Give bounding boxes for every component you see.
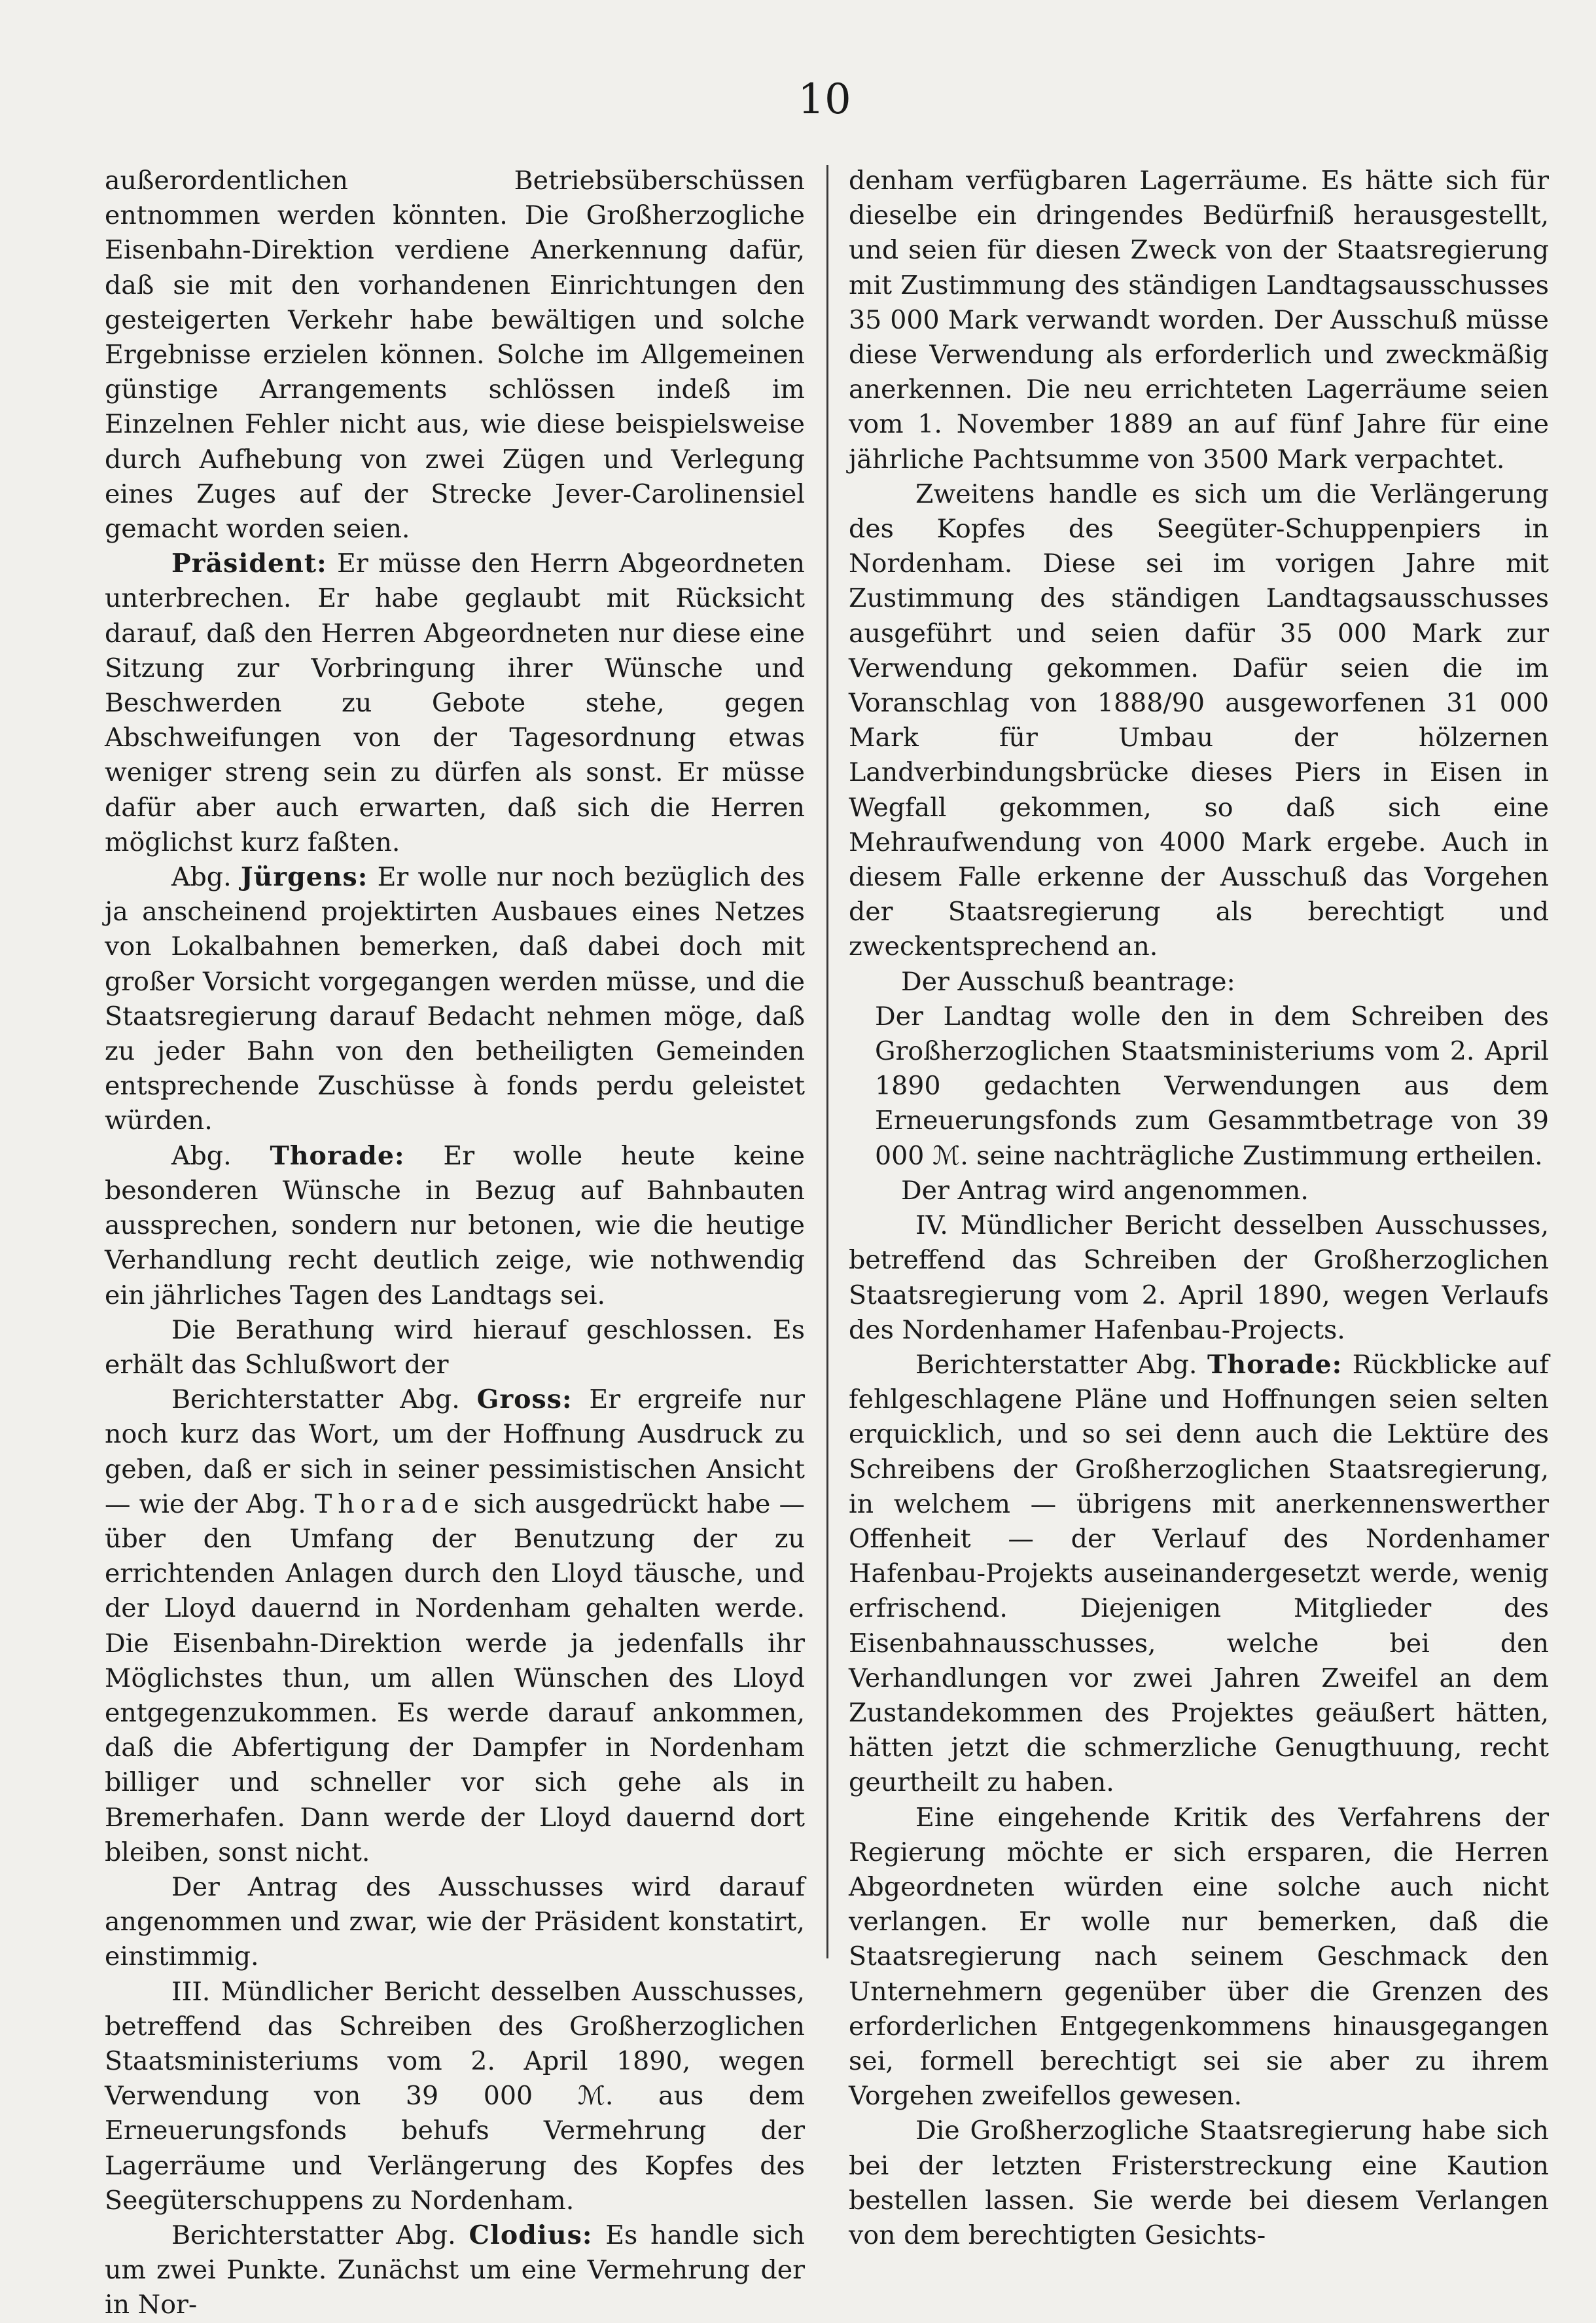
paragraph: außerordentlichen Betriebsüberschüssen entnommen werden könnten. Die Großherzogliche Eisenbahn-Direktion verdiene Anerkennung dafür, daß sie mit den vorhandenen Einrichtungen den gesteigerten Verkehr habe bewältigen und solche Ergebnisse erzielen können. Solche im Allgemeinen günstige Arrangements schlössen indeß im Einzelnen Fehler nicht aus, wie diese beispielsweise durch Aufhebung von zwei Zügen und Verlegung eines Zuges auf der Strecke Jever-Carolinensiel gemacht worden seien. (105, 166, 805, 545)
speaker-prefix: Abg. (171, 862, 241, 893)
paragraph (105, 2218, 805, 2323)
speaker-name: Clodius: (469, 2220, 593, 2250)
paragraph: Der Antrag wird angenommen. (901, 1175, 1309, 1206)
paragraph: Der Antrag des Ausschusses wird darauf angenommen und zwar, wie der Präsident konstatirt, einstimmig. (105, 1871, 805, 1972)
paragraph: denham verfügbaren Lagerräume. Es hätte sich für dieselbe ein dringendes Bedürfniß herausgestellt, und seien für diesen Zweck von der Staatsregierung mit Zustimmung des ständigen Landtagsausschusses 35 000 Mark verwandt worden. Der Ausschuß müsse diese Verwendung als erforderlich und zweckmäßig anerkennen. Die neu errichteten Lagerräume seien vom 1. November 1889 an auf fünf Jahre für eine jährliche Pachtsumme von 3500 Mark verpachtet. (849, 166, 1549, 475)
paragraph: Die Großherzogliche Staatsregierung habe sich bei der letzten Fristerstreckung eine Kaution bestellen lassen. Sie werde bei diesem Verlangen von dem berechtigten Gesichts- (849, 2116, 1549, 2250)
paragraph-text: Er wolle nur noch bezüglich des ja anscheinend projektirten Ausbaues eines Netzes von Lokalbahnen bemerken, daß dabei doch mit großer Vorsicht vorgegangen werden müsse, und die Staatsregierung darauf Bedacht nehmen möge, daß zu jeder Bahn von den betheiligten Gemeinden entsprechende Zuschüsse à fonds perdu geleistet würden. (105, 862, 805, 1136)
speaker-name: Jürgens: (240, 862, 368, 893)
motion-text: Der Landtag wolle den in dem Schreiben des Großherzoglichen Staatsministeriums vom 2. April 1890 gedachten Verwendungen aus dem Erneuerungsfonds zum Gesammtbetrage von 39 000 ℳ. seine nachträgliche Zustimmung ertheilen. (875, 1001, 1549, 1171)
section-heading: III. Mündlicher Bericht desselben Ausschusses, betreffend das Schreiben des Großherzoglichen Staatsministeriums vom 2. April 1890, wegen Verwendung von 39 000 ℳ. aus dem Erneuerungsfonds behufs Vermehrung der Lagerräume und Verlängerung des Kopfes des Seegüterschuppens zu Nordenham. (105, 1976, 805, 2216)
paragraph-text: Es handle sich um zwei Punkte. Zunächst um eine Vermehrung der in Nor- (105, 2220, 805, 2320)
paragraph: Eine eingehende Kritik des Verfahrens der Regierung möchte er sich ersparen, die Herren Abgeordneten würden eine solche auch nicht verlangen. Er wolle nur bemerken, daß die Staatsregierung nach seinem Geschmack den Unternehmern gegenüber über die Grenzen des erforderlichen Entgegenkommens hinausgegangen sei, formell berechtigt sei sie aber zu ihrem Vorgehen zweifellos gewesen. (849, 1802, 1549, 2112)
paragraph (849, 1348, 1549, 1801)
paragraph (105, 1139, 805, 1313)
spaced-name: Thorade (314, 1488, 465, 1519)
paragraph-text: sich ausgedrückt habe — über den Umfang der Benutzung der zu errichtenden Anlagen durch den Lloyd täusche, und der Lloyd dauernd in Nordenham gehalten werde. Die Eisenbahn-Direktion werde ja jedenfalls ihr Möglichstes thun, um allen Wünschen des Lloyd entgegenzukommen. Es werde darauf ankommen, daß die Abfertigung der Dampfer in Nordenham billiger und schneller vor sich gehe als in Bremerhafen. Dann werde der Lloyd dauernd dort bleiben, sonst nicht. (105, 1488, 805, 1867)
paragraph: Der Ausschuß beantrage: (901, 966, 1235, 997)
right-column (849, 164, 1549, 2253)
paragraph (105, 860, 805, 1139)
speaker-prefix: Berichterstatter Abg. (171, 1384, 477, 1415)
paragraph-text: Er ergreife nur noch kurz das Wort, um der Hoffnung Ausdruck zu geben, daß er sich in seiner pessimistischen Ansicht — wie der Abg. (105, 1384, 806, 1519)
section-heading: IV. Mündlicher Bericht desselben Ausschusses, betreffend das Schreiben der Großherzoglichen Staatsregierung vom 2. April 1890, wegen Verlaufs des Nordenhamer Hafenbau-Projects. (849, 1210, 1549, 1345)
speaker-name: Thorade: (270, 1140, 405, 1171)
paragraph-text: Er wolle heute keine besonderen Wünsche in Bezug auf Bahnbauten aussprechen, sondern nur betonen, wie die heutige Verhandlung recht deutlich zeige, wie nothwendig ein jährliches Tagen des Landtags sei. (105, 1140, 805, 1310)
paragraph: Die Berathung wird hierauf geschlossen. Es erhält das Schlußwort der (105, 1314, 805, 1380)
speaker-name: Thorade: (1207, 1349, 1343, 1380)
speaker-name: Gross: (476, 1384, 573, 1415)
paragraph-text: Rückblicke auf fehlgeschlagene Pläne und Hoffnungen seien selten erquicklich, und so sei denn auch die Lektüre des Schreibens der Großherzoglichen Staatsregierung, in welchem — übrigens mit anerkennenswerther Offenheit — der Verlauf des Nordenhamer Hafenbau-Projekts auseinandergesetzt werde, wenig erfrischend. Diejenigen Mitglieder des Eisenbahnausschusses, welche bei den Verhandlungen vor zwei Jahren Zweifel an dem Zustandekommen des Projektes geäußert hätten, hätten jetzt die schmerzliche Genugthuung, recht geurtheilt zu haben. (849, 1349, 1549, 1798)
paragraph: Zweitens handle es sich um die Verlängerung des Kopfes des Seegüter-Schuppenpiers in Nordenham. Diese sei im vorigen Jahre mit Zustimmung des ständigen Landtagsausschusses ausgeführt und seien dafür 35 000 Mark zur Verwendung gekommen. Dafür seien die im Voranschlag von 1888/90 ausgeworfenen 31 000 Mark für Umbau der hölzernen Landverbindungsbrücke dieses Piers in Eisen in Wegfall gekommen, so daß sich eine Mehraufwendung von 4000 Mark ergebe. Auch in diesem Falle erkenne der Ausschuß das Vorgehen der Staatsregierung als berechtigt und zweckentsprechend an. (849, 478, 1549, 962)
speaker-prefix: Berichterstatter Abg. (171, 2220, 469, 2250)
paragraph (105, 547, 805, 860)
paragraph-text: Er müsse den Herrn Abgeordneten unterbrechen. Er habe geglaubt mit Rücksicht darauf, daß den Herren Abgeordneten nur diese eine Sitzung zur Vorbringung ihrer Wünsche und Beschwerden zu Gebote stehe, gegen Abschweifungen von der Tagesordnung etwas weniger streng sein zu dürfen als sonst. Er müsse dafür aber auch erwarten, daß sich die Herren möglichst kurz faßten. (105, 549, 805, 857)
column-divider (826, 165, 828, 1958)
speaker-name: Präsident: (171, 549, 327, 579)
speaker-prefix: Abg. (171, 1140, 270, 1171)
speaker-prefix: Berichterstatter Abg. (915, 1349, 1207, 1380)
page-number: 10 (798, 75, 851, 124)
paragraph (105, 1382, 805, 1870)
left-column (105, 164, 805, 2323)
